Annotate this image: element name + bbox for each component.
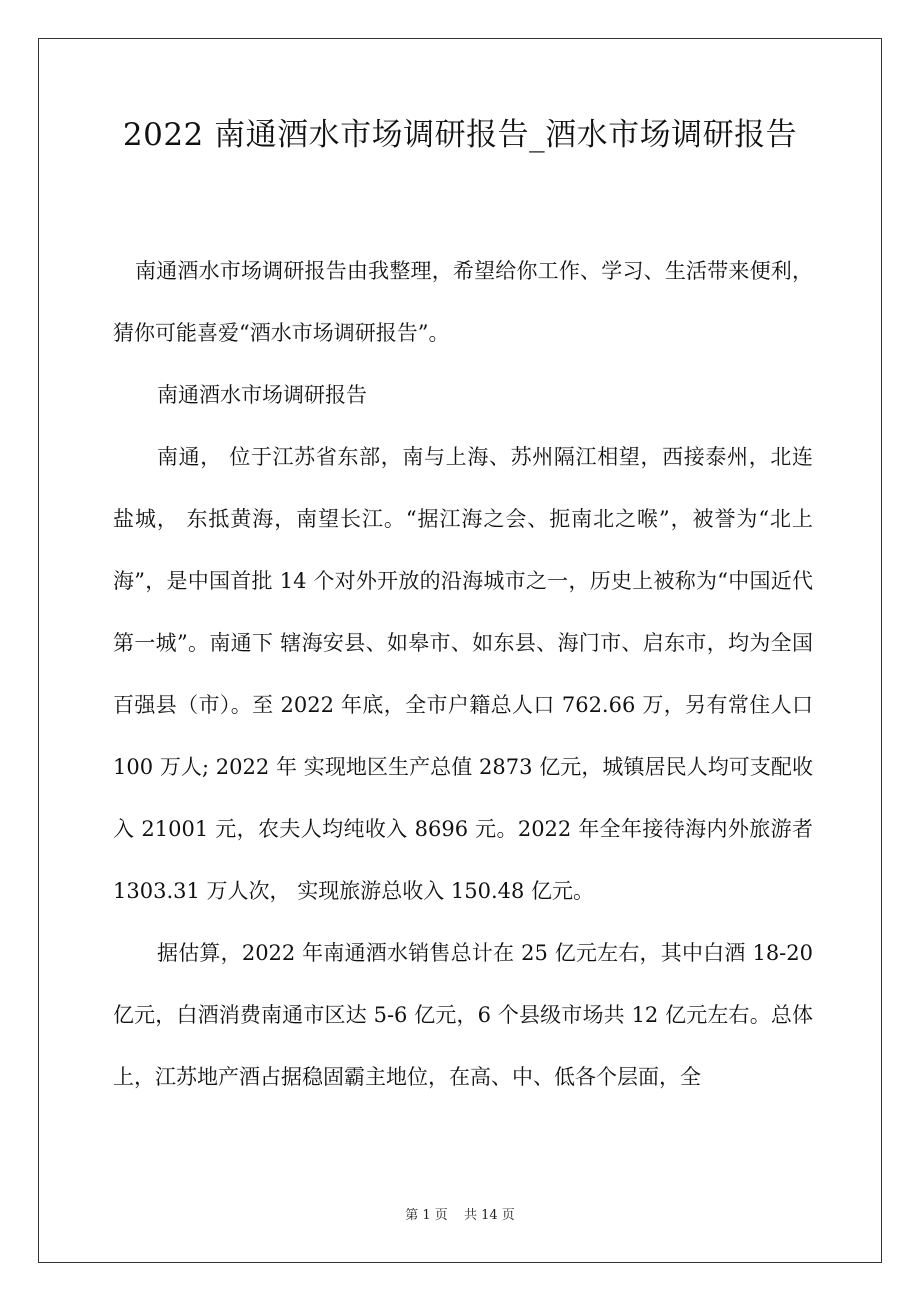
page-footer	[0, 1206, 920, 1226]
body-paragraph-sales-estimate: 据估算，2022 年南通酒水销售总计在 25 亿元左右，其中白酒 18-20 亿元，白酒消费南通市区达 5-6 亿元，6 个县级市场共 12 亿元左右。总体上，江苏地产酒占据稳固霸主地位，在高、中、低各个层面，全	[113, 941, 813, 1089]
document-title: 2022 南通酒水市场调研报告_酒水市场调研报告	[122, 117, 798, 153]
page-number-current: 第 1 页	[405, 1208, 448, 1223]
body-paragraph-nantong-overview: 南通， 位于江苏省东部，南与上海、苏州隔江相望，西接泰州，北连盐城， 东抵黄海，南望长江。“据江海之会、扼南北之喉”，被誉为“北上海”，是中国首批 14 个对外开放的沿海城市之一，历史上被称为“中国近代第一城”。南通下 辖海安县、如皋市、如东县、海门市、启东市，均为全国百强县（市）。至 2022 年底，全市户籍总人口 762.66 万，另有常住人口 100 万人; 2022 年 实现地区生产总值 2873 亿元，城镇居民人均可支配收入 21001 元，农夫人均纯收入 8696 元。2022 年全年接待海内外旅游者 1303.31 万人次， 实现旅游总收入 150.48 亿元。	[113, 445, 813, 903]
document-body	[113, 240, 813, 1108]
intro-paragraph: 南通酒水市场调研报告由我整理，希望给你工作、学习、生活带来便利，猜你可能喜爱“酒水市场调研报告”。	[113, 259, 813, 345]
section-heading: 南通酒水市场调研报告	[157, 383, 367, 407]
page-number-total: 共 14 页	[463, 1208, 515, 1223]
